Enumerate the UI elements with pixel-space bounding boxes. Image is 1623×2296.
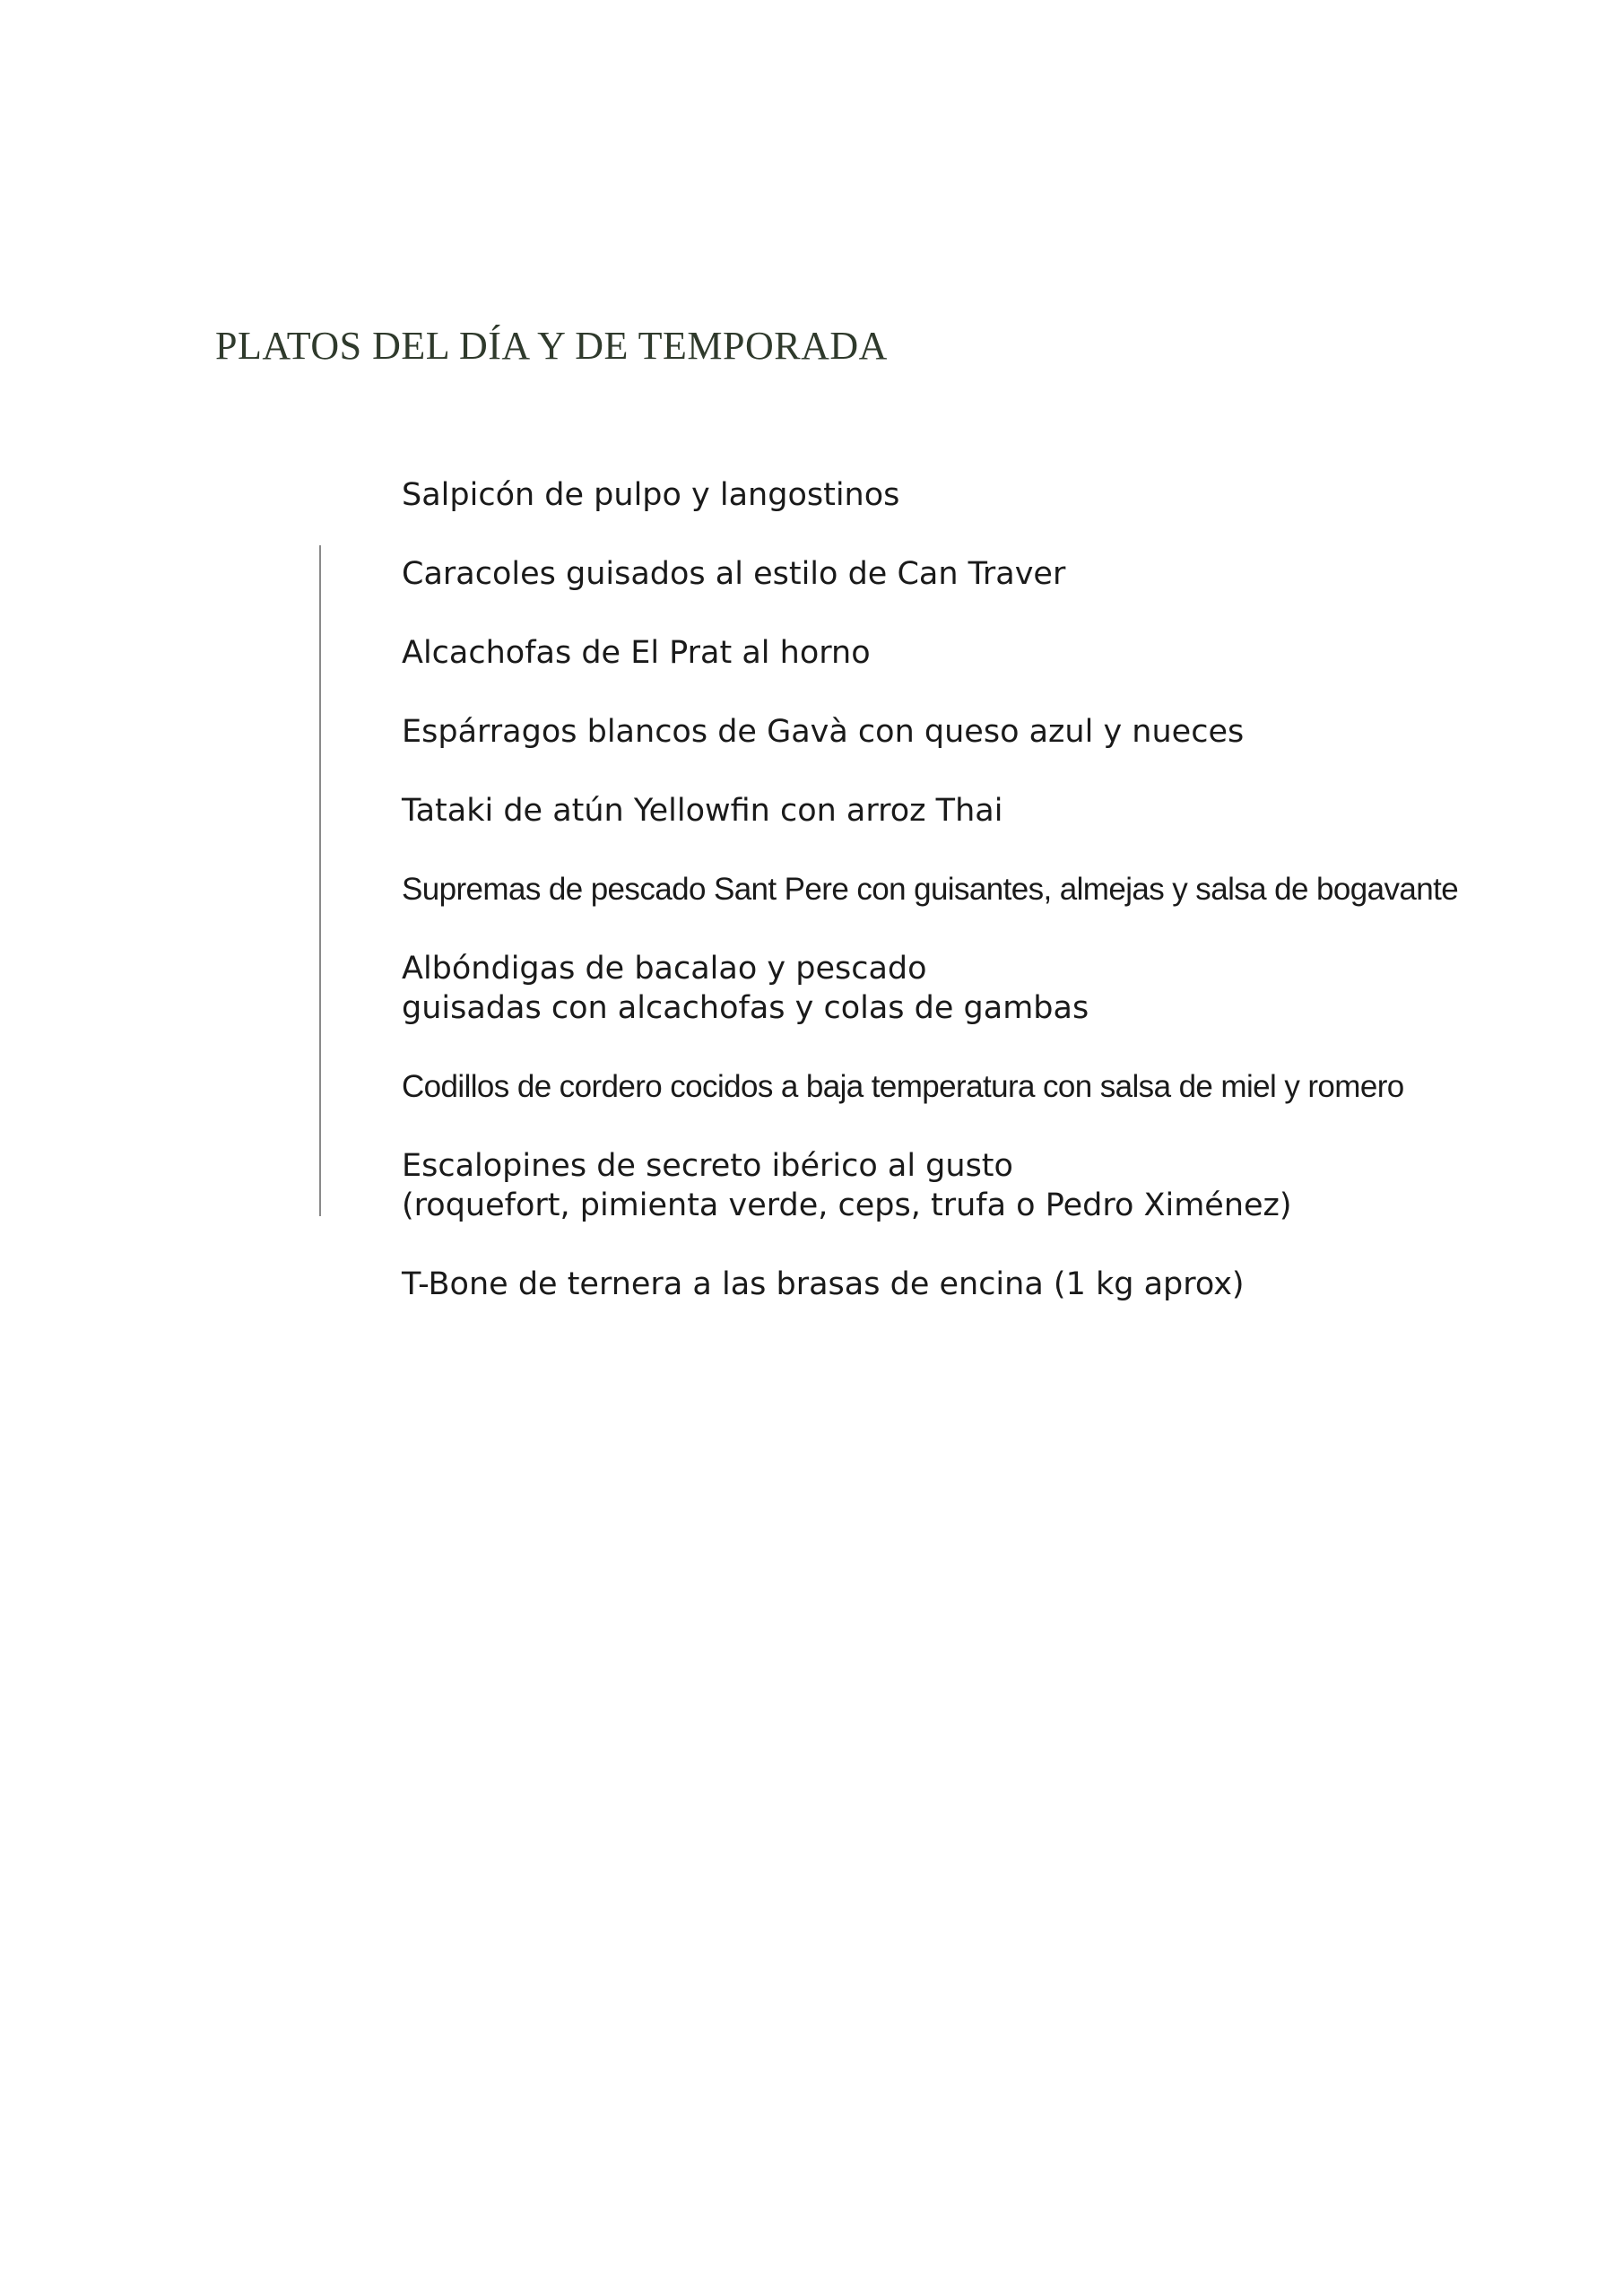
dish-item <box>402 949 1089 1028</box>
dish-line: Caracoles guisados al estilo de Can Traver <box>402 556 1066 592</box>
dish-line: Escalopines de secreto ibérico al gusto <box>402 1148 1013 1184</box>
dish-item <box>402 791 1002 831</box>
dish-line: Codillos de cordero cocidos a baja temperatura con salsa de miel y romero <box>402 1069 1404 1104</box>
dish-item <box>402 1265 1245 1304</box>
vertical-divider <box>319 545 321 1216</box>
dish-line: Albóndigas de bacalao y pescado <box>402 951 927 987</box>
dish-item <box>402 1067 1404 1107</box>
dish-item <box>402 712 1244 752</box>
dish-item <box>402 1146 1292 1225</box>
dish-item <box>402 554 1065 594</box>
dish-line: Tataki de atún Yellowfin con arroz Thai <box>402 793 1003 829</box>
dish-item <box>402 475 899 515</box>
dish-line: Espárragos blancos de Gavà con queso azul y nueces <box>402 714 1245 750</box>
dish-item <box>402 870 1458 909</box>
dish-line: guisadas con alcachofas y colas de gambas <box>402 990 1089 1026</box>
dish-line: Salpicón de pulpo y langostinos <box>402 477 900 513</box>
dish-line: T-Bone de ternera a las brasas de encina (1 kg aprox) <box>402 1266 1245 1302</box>
dish-line: (roquefort, pimienta verde, ceps, trufa o Pedro Ximénez) <box>402 1187 1292 1223</box>
dish-item <box>402 633 871 673</box>
dish-line: Supremas de pescado Sant Pere con guisantes, almejas y salsa de bogavante <box>402 872 1459 907</box>
dish-line: Alcachofas de El Prat al horno <box>402 635 871 671</box>
dish-list <box>402 0 1567 2296</box>
menu-title: PLATOS DEL DÍA Y DE TEMPORADA <box>215 324 888 368</box>
